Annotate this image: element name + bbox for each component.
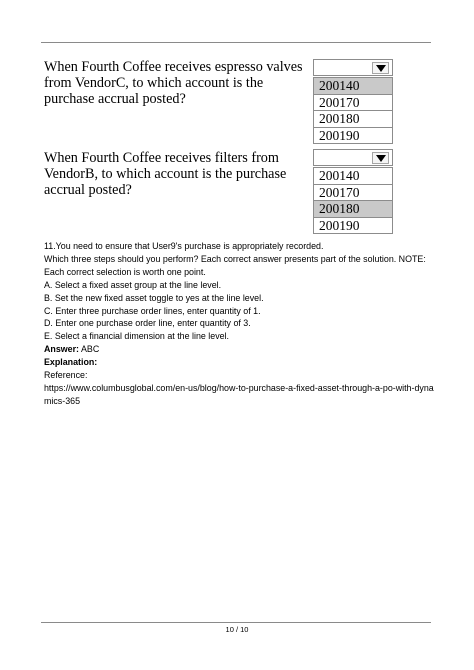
page-number: 10 / 10 [225,625,249,634]
dropdown-option[interactable]: 200180 [314,111,392,128]
reference-label: Reference: [44,370,88,381]
dropdown-header[interactable] [313,59,393,76]
question-1-text: When Fourth Coffee receives espresso valves from VendorC, to which account is the purchase accrual posted? [44,59,303,107]
answer-line [44,343,434,356]
footer-rule [41,622,431,623]
chevron-down-icon[interactable] [372,62,389,74]
dropdown-option[interactable]: 200190 [314,218,392,235]
answer-label: Answer: [44,344,80,355]
question-title: 11.You need to ensure that User9's purchase is appropriately recorded. [44,241,324,251]
answer-option: D. Enter one purchase order line, enter quantity of 3. [44,318,251,329]
question-prompt: Which three steps should you perform? Each correct answer presents part of the solution. NOTE: Each correct selection is worth one point. [44,253,426,277]
dropdown-options [313,167,393,234]
question-1-dropdown[interactable] [313,59,393,144]
dropdown-option[interactable]: 200170 [314,185,392,202]
dropdown-option[interactable]: 200170 [314,95,392,112]
dropdown-option[interactable]: 200180 [314,201,392,218]
chevron-down-icon[interactable] [372,152,389,164]
answer-value: ABC [79,344,100,355]
answer-option: A. Select a fixed asset group at the line level. [44,279,222,290]
explanation-label: Explanation: [44,357,98,368]
question-2-text: When Fourth Coffee receives filters from VendorB, to which account is the purchase accrual posted? [44,150,287,198]
dropdown-header[interactable] [313,149,393,166]
header-rule [41,42,431,43]
question-11 [44,240,434,408]
dropdown-options [313,77,393,144]
dropdown-option[interactable]: 200140 [314,168,392,185]
answer-option: C. Enter three purchase order lines, enter quantity of 1. [44,305,261,316]
answer-option: B. Set the new fixed asset toggle to yes at the line level. [44,292,264,303]
dropdown-option[interactable]: 200140 [314,78,392,95]
dropdown-option[interactable]: 200190 [314,128,392,145]
answer-option: E. Select a financial dimension at the line level. [44,331,230,342]
reference-link[interactable]: https://www.columbusglobal.com/en-us/blog/how-to-purchase-a-fixed-asset-through-a-po-with-dynamics-365 [44,382,434,406]
question-2-dropdown[interactable] [313,149,393,234]
